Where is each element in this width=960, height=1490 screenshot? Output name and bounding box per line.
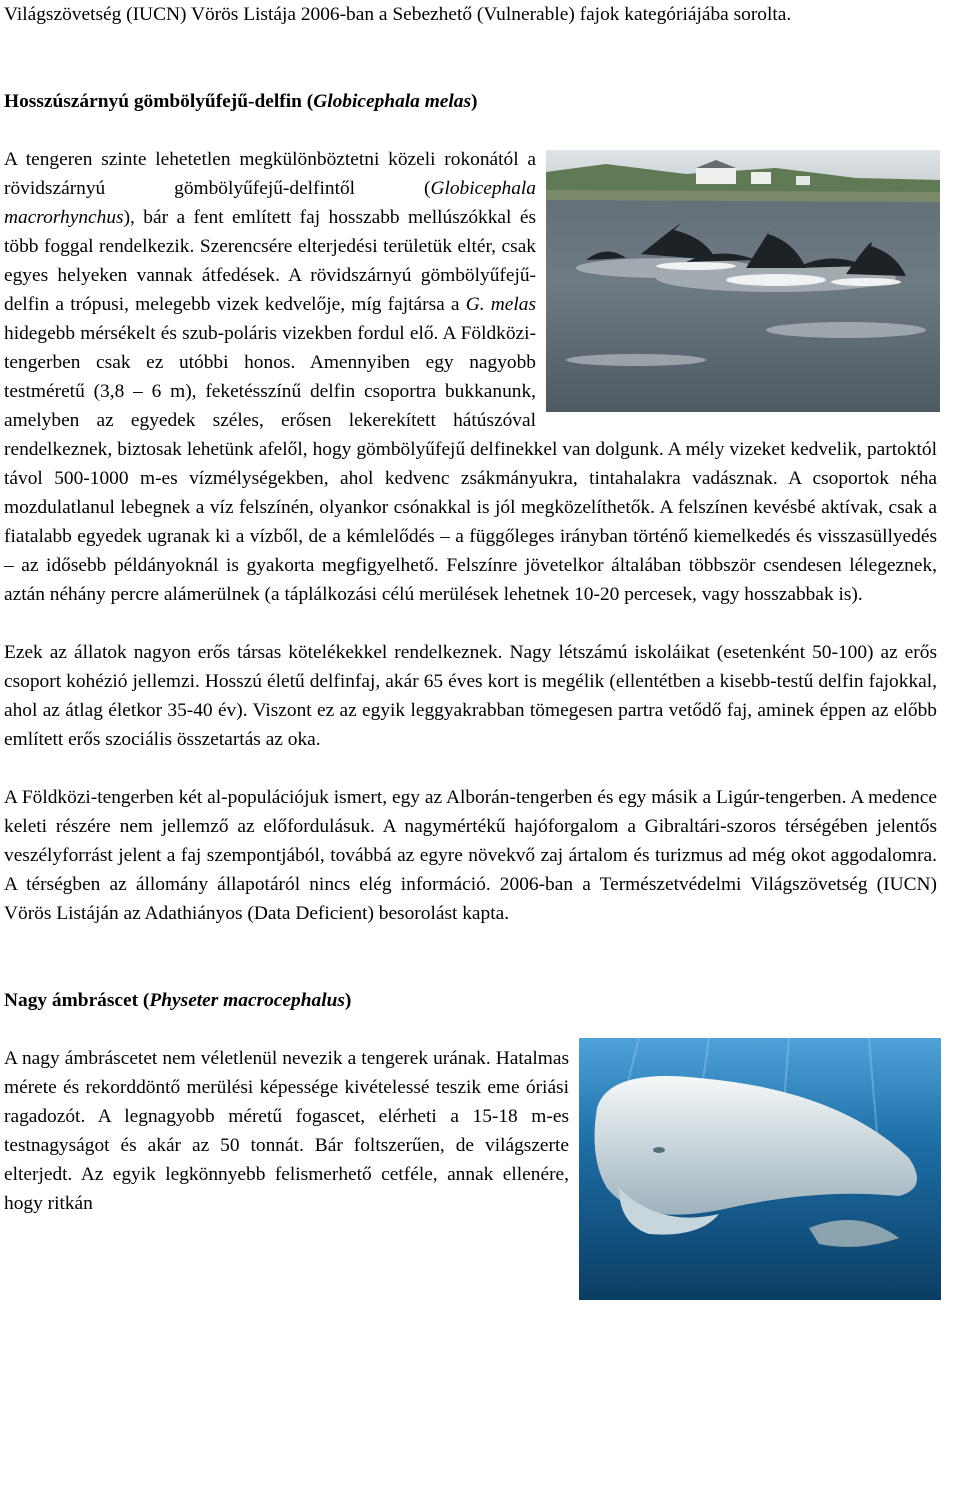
heading-suffix: ): [344, 990, 352, 1011]
heading-prefix: Hosszúszárnyú gömbölyűfejű-delfin (: [4, 91, 314, 112]
p1-part-e: hidegebb mérsékelt és szub-poláris vizekben fordul elő. A Földközi-tengerben csak ez utóbbi honos. Amennyiben egy nagyobb testméretű (3,8 – 6 m), feketésszínű delfin csoportra bukkanunk, amelyben az egyedek széles, erősen lekerekített hátúszóval rendelkeznek, biztosak lehetünk afelől, hogy gömbölyűfejű delfinekkel van dolgunk. A mély vizeket kedvelik, partoktól távol 500-1000 m-es vízmélységekben, ahol kedvenc zsákmányukra, tintahalakra vadásznak. A csoportok néha mozdulatlanul lebegnek a víz felszínén, olyankor csónakkal is jól megközelíthetők. A felszínen kevésbé aktívak, csak a fiatalabb egyedek ugranak ki a vízből, de a kémlelődés – a függőleges irányban történő kiemelkedés és visszasüllyedés – az idősebb példányoknál is gyakorta megfigyelhető. Felszínre jövetelkor általában többször csendesen lélegeznek, aztán néhány percre alámerülnek (a táplálkozási célú merülések lehetnek 10-20 percesek, vagy hosszabbak is).: [4, 323, 937, 605]
intro-text: Világszövetség (IUCN) Vörös Listája 2006-ban a Sebezhető (Vulnerable) fajok kategóriájába sorolta.: [4, 4, 792, 25]
section1-paragraph-3: [4, 783, 937, 928]
pilot-whales-photo: [546, 150, 940, 412]
section1-paragraph-2: [4, 638, 937, 754]
section2-heading: [4, 986, 937, 1015]
sperm-whale-photo: [579, 1038, 941, 1300]
heading-prefix: Nagy ámbráscet (: [4, 990, 150, 1011]
document-page: [4, 0, 937, 1300]
p1-part-a: A tengeren szinte lehetetlen megkülönböztetni közeli rokonától a rövidszárnyú gömbölyűfejű-delfintől (: [4, 149, 536, 199]
heading-latin: Physeter macrocephalus: [149, 990, 345, 1011]
p2-text: Ezek az állatok nagyon erős társas kötelékekkel rendelkeznek. Nagy létszámú iskoláikat (esetenként 50-100) az erős csoport kohézió jellemzi. Hosszú életű delfinfaj, akár 65 éves kort is megélik (ellentétben a kisebb-testű delfin fajokkal, ahol az átlag életkor 35-40 év). Viszont ez az egyik leggyakrabban tömegesen partra vetődő faj, aminek éppen az előbb említett erős szociális összetartás az oka.: [4, 642, 937, 750]
p3-text: A Földközi-tengerben két al-populációjuk ismert, egy az Alborán-tengerben és egy másik a Ligúr-tengerben. A medence keleti részére nem jellemző az előfordulásuk. A nagymértékű hajóforgalom a Gibraltári-szoros térségében jelentős veszélyforrást jelent a faj szempontjából, továbbá az egyre növekvő zaj ártalom és turizmus ad még okot aggodalomra. A térségben az állomány állapotáról nincs elég információ. 2006-ban a Természetvédelmi Világszövetség (IUCN) Vörös Listáján az Adathiányos (Data Deficient) besorolást kapta.: [4, 787, 937, 924]
p1-latin-d: G. melas: [465, 294, 537, 315]
p1-latin-b: Globicephala macrorhynchus: [4, 178, 536, 228]
s2-p1-text: A nagy ámbráscetet nem véletlenül nevezik a tengerek urának. Hatalmas mérete és rekorddöntő merülési képessége kivételessé teszik eme óriási ragadozót. A legnagyobb méretű fogascet, elérheti a 15-18 m-es testnagyságot és akár az 50 tonnát. Bár foltszerűen, de világszerte elterjedt. Az egyik legkönnyebb felismerhető cetféle, annak ellenére, hogy ritkán: [4, 1048, 569, 1214]
heading-suffix: ): [471, 91, 478, 112]
p1-part-c: ), bár a fent említett faj hosszabb mellúszókkal és több foggal rendelkezik. Szerencsére elterjedési területük eltér, csak egyes helyeken vannak átfedések. A rövidszárnyú gömbölyűfejű-delfin a trópusi, melegebb vizek kedvelője, míg fajtársa a: [4, 207, 536, 315]
intro-paragraph: [4, 0, 937, 29]
heading-latin: Globicephala melas: [313, 91, 472, 112]
section1-heading: [4, 87, 937, 116]
